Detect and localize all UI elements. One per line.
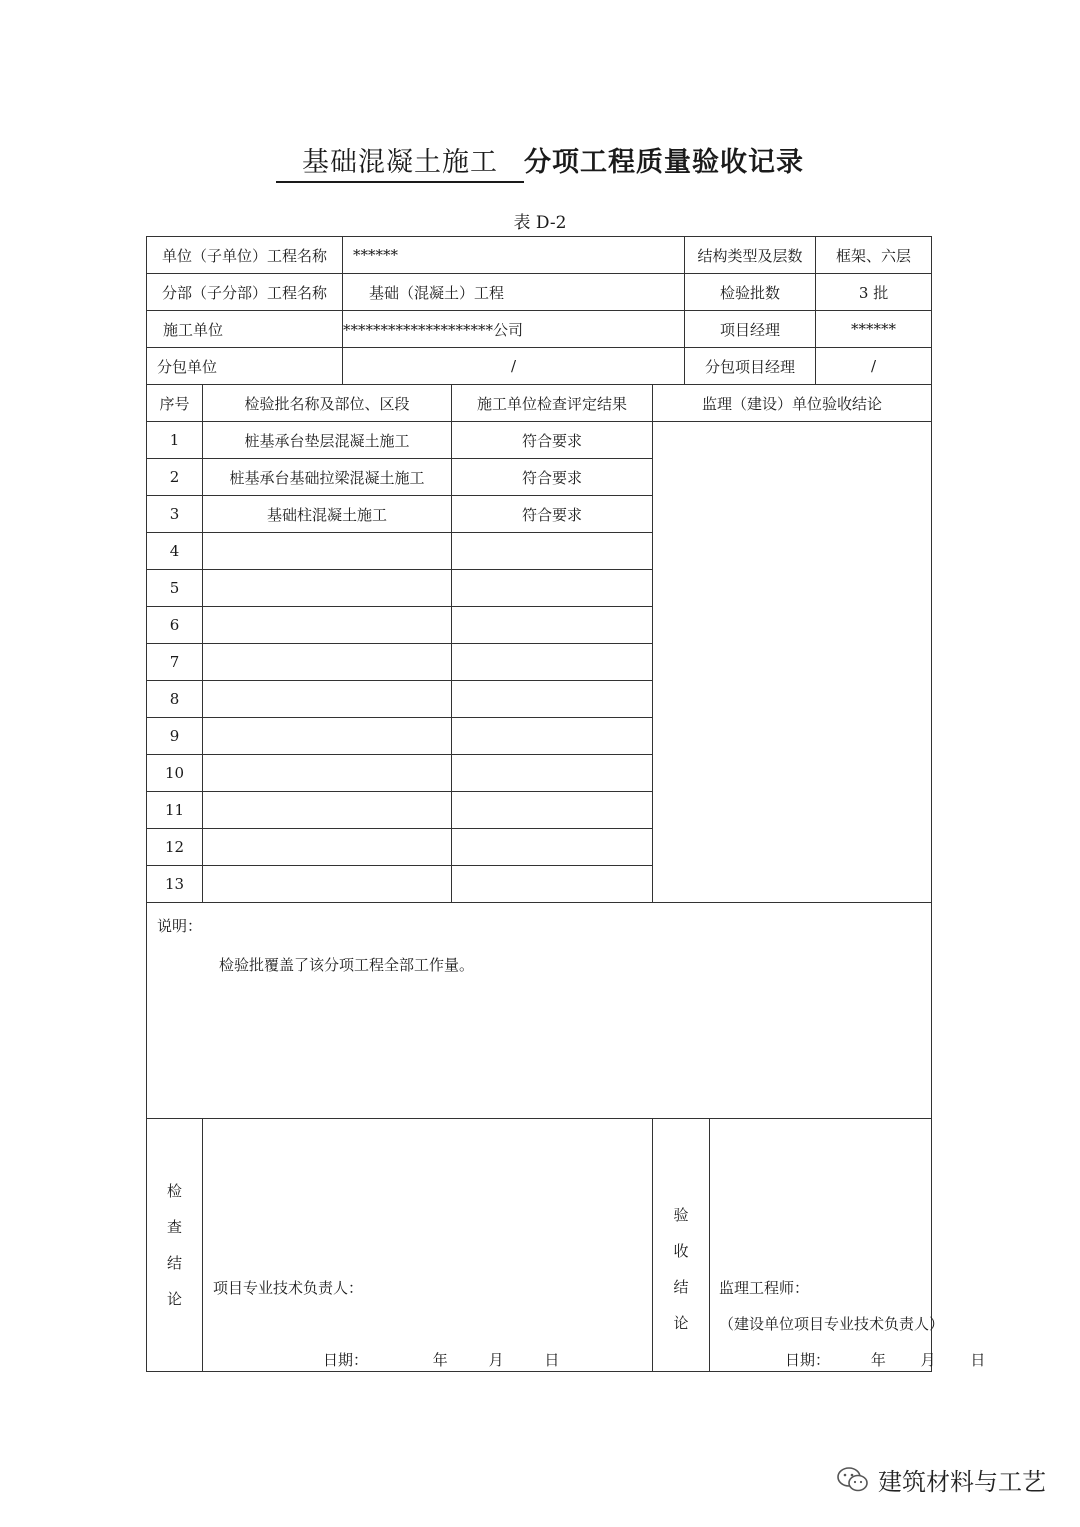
unit-project-value: ****** <box>343 237 685 274</box>
accept-side-column <box>653 1119 710 1371</box>
row-contractor-result <box>452 866 653 903</box>
row-batch-name <box>203 681 452 718</box>
pm-label: 项目经理 <box>685 311 816 348</box>
check-side-char: 结 <box>166 1254 182 1272</box>
sub-pm-value: / <box>816 348 932 385</box>
accept-date-month: 月 <box>920 1351 936 1369</box>
row-batch-name <box>203 533 452 570</box>
title-part-name: 基础混凝土施工 <box>276 140 524 183</box>
sub-project-label: 分部（子分部）工程名称 <box>147 274 343 311</box>
pm-value: ****** <box>816 311 932 348</box>
row-contractor-result <box>452 792 653 829</box>
row-contractor-result: 符合要求 <box>452 459 653 496</box>
accept-side-char: 论 <box>673 1314 689 1332</box>
notes-label: 说明： <box>157 917 203 935</box>
row-batch-name <box>203 570 452 607</box>
subcontractor-value: / <box>343 348 685 385</box>
accept-date-day: 日 <box>970 1351 986 1369</box>
col-header-contractor-result: 施工单位检查评定结果 <box>452 385 653 422</box>
row-batch-name <box>203 792 452 829</box>
row-no: 11 <box>147 792 203 829</box>
row-batch-name <box>203 755 452 792</box>
page-title <box>0 140 1080 183</box>
row-no: 8 <box>147 681 203 718</box>
wechat-icon <box>836 1466 870 1494</box>
structure-value: 框架、六层 <box>816 237 932 274</box>
check-date-day: 日 <box>544 1351 560 1369</box>
row-batch-name <box>203 718 452 755</box>
row-contractor-result: 符合要求 <box>452 422 653 459</box>
check-conclusion-side <box>147 1119 203 1372</box>
check-date-month: 月 <box>488 1351 504 1369</box>
row-batch-name <box>203 607 452 644</box>
row-no: 9 <box>147 718 203 755</box>
check-side-char: 检 <box>166 1182 182 1200</box>
row-no: 2 <box>147 459 203 496</box>
acceptance-record-table <box>146 236 986 1372</box>
row-batch-name <box>203 644 452 681</box>
accept-signer-sub-label: （建设单位项目专业技术负责人） <box>719 1315 945 1333</box>
check-date <box>323 1349 559 1370</box>
check-side-char: 查 <box>166 1218 182 1236</box>
accept-side-char: 验 <box>673 1206 689 1224</box>
structure-label: 结构类型及层数 <box>685 237 816 274</box>
row-contractor-result <box>452 718 653 755</box>
row-no: 3 <box>147 496 203 533</box>
accept-date-label: 日期： <box>785 1351 831 1369</box>
sub-project-value: 基础（混凝土）工程 <box>343 274 685 311</box>
check-signer-label: 项目专业技术负责人： <box>213 1279 364 1297</box>
check-conclusion-cell <box>203 1119 653 1372</box>
row-no: 12 <box>147 829 203 866</box>
table-row <box>147 422 932 459</box>
check-date-year: 年 <box>432 1351 448 1369</box>
notes-cell <box>147 903 932 1119</box>
row-batch-name <box>203 829 452 866</box>
accept-date-year: 年 <box>870 1351 886 1369</box>
row-batch-name: 基础柱混凝土施工 <box>203 496 452 533</box>
row-no: 5 <box>147 570 203 607</box>
row-contractor-result <box>452 533 653 570</box>
batch-count-label: 检验批数 <box>685 274 816 311</box>
row-batch-name <box>203 866 452 903</box>
col-header-supervisor-result: 监理（建设）单位验收结论 <box>653 385 932 422</box>
batch-count-value: 3 批 <box>816 274 932 311</box>
title-suffix: 分项工程质量验收记录 <box>524 147 804 178</box>
check-date-label: 日期： <box>323 1351 369 1369</box>
row-contractor-result <box>452 607 653 644</box>
row-no: 10 <box>147 755 203 792</box>
row-contractor-result <box>452 829 653 866</box>
row-no: 7 <box>147 644 203 681</box>
accept-side-char: 收 <box>673 1242 689 1260</box>
accept-date <box>785 1349 985 1370</box>
row-batch-name: 桩基承台垫层混凝土施工 <box>203 422 452 459</box>
table-id: 表 D-2 <box>513 213 567 233</box>
accept-conclusion-cell <box>653 1119 986 1372</box>
row-no: 13 <box>147 866 203 903</box>
notes-text: 检验批覆盖了该分项工程全部工作量。 <box>219 956 475 974</box>
watermark-text: 建筑材料与工艺 <box>878 1468 1046 1496</box>
accept-side-char: 结 <box>673 1278 689 1296</box>
supervisor-conclusion-cell <box>653 422 932 903</box>
sub-pm-label: 分包项目经理 <box>685 348 816 385</box>
col-header-no: 序号 <box>147 385 203 422</box>
check-side-char: 论 <box>166 1290 182 1308</box>
subcontractor-label: 分包单位 <box>147 348 343 385</box>
unit-project-label: 单位（子单位）工程名称 <box>147 237 343 274</box>
row-contractor-result <box>452 755 653 792</box>
contractor-value: ********************公司 <box>343 311 685 348</box>
row-no: 1 <box>147 422 203 459</box>
watermark <box>836 1462 1046 1497</box>
row-contractor-result <box>452 644 653 681</box>
accept-signer-label: 监理工程师： <box>719 1279 810 1297</box>
row-no: 6 <box>147 607 203 644</box>
row-batch-name: 桩基承台基础拉梁混凝土施工 <box>203 459 452 496</box>
row-contractor-result <box>452 681 653 718</box>
row-no: 4 <box>147 533 203 570</box>
row-contractor-result: 符合要求 <box>452 496 653 533</box>
row-contractor-result <box>452 570 653 607</box>
col-header-batch-name: 检验批名称及部位、区段 <box>203 385 452 422</box>
contractor-label: 施工单位 <box>147 311 343 348</box>
